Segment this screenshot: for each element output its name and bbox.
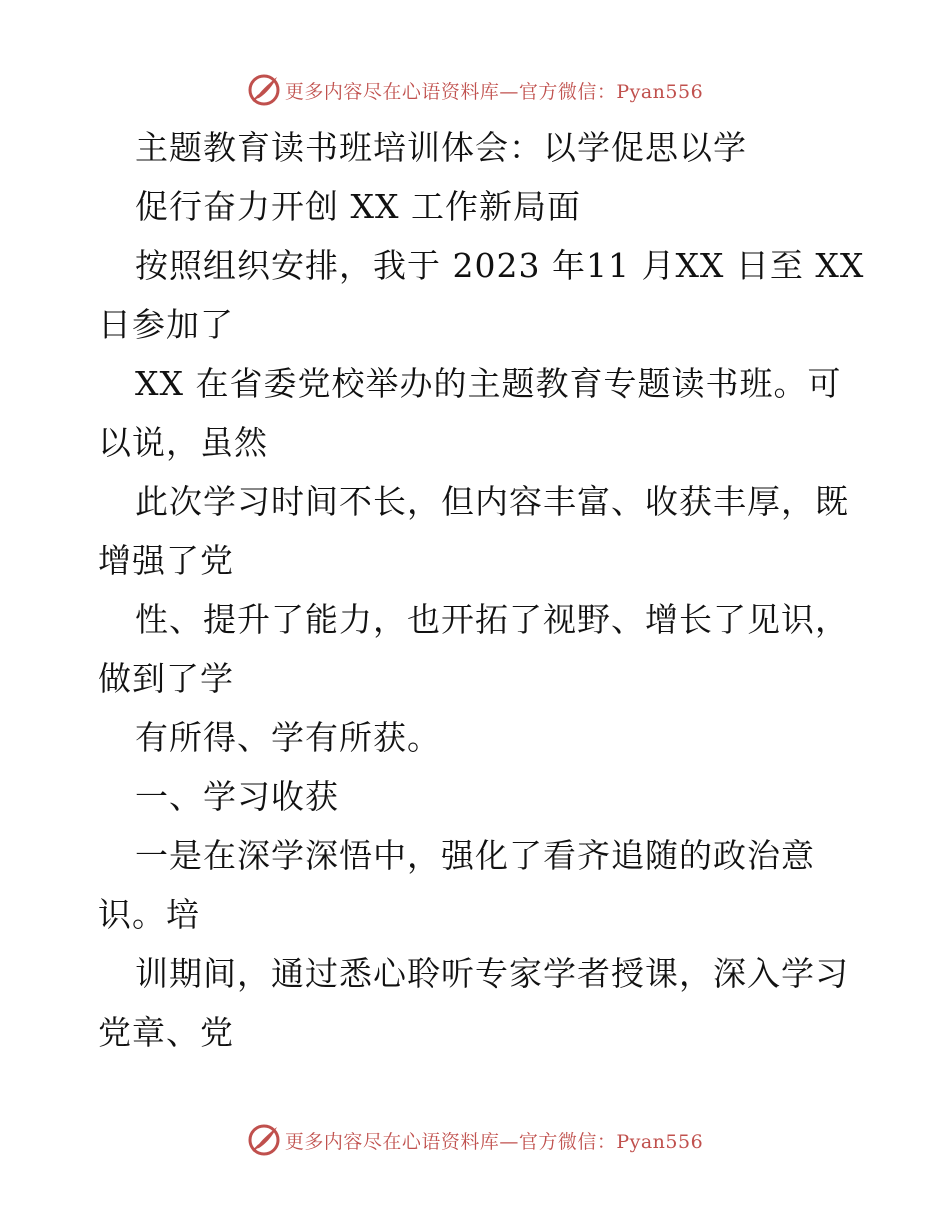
doc-line: XX 在省委党校举办的主题教育专题读书班。可 bbox=[135, 364, 842, 403]
doc-line: 增强了党 bbox=[98, 541, 234, 580]
doc-line: 党章、党 bbox=[98, 1013, 234, 1052]
doc-line: 有所得、学有所获。 bbox=[135, 718, 441, 757]
header-banner-text: 更多内容尽在心语资料库—官方微信：Pyan556 bbox=[284, 80, 704, 103]
footer-banner bbox=[0, 1120, 950, 1160]
doc-line: 日参加了 bbox=[98, 305, 234, 344]
doc-line: 训期间，通过悉心聆听专家学者授课，深入学习 bbox=[135, 954, 849, 993]
doc-line: 一是在深学深悟中，强化了看齐追随的政治意 bbox=[135, 836, 815, 875]
doc-line: 主题教育读书班培训体会：以学促思以学 bbox=[135, 128, 747, 167]
doc-line: 识。培 bbox=[98, 895, 200, 934]
doc-line: 性、提升了能力，也开拓了视野、增长了见识， bbox=[135, 600, 849, 639]
quill-logo-icon bbox=[247, 73, 281, 107]
document-body bbox=[98, 118, 865, 1062]
doc-line: 按照组织安排，我于 2023 年11 月XX 日至 XX bbox=[135, 246, 865, 285]
quill-logo-icon bbox=[247, 1123, 281, 1157]
footer-banner-text: 更多内容尽在心语资料库—官方微信：Pyan556 bbox=[284, 1130, 704, 1153]
header-banner bbox=[0, 70, 950, 110]
doc-line: 做到了学 bbox=[98, 659, 234, 698]
doc-line: 此次学习时间不长，但内容丰富、收获丰厚，既 bbox=[135, 482, 849, 521]
doc-line: 促行奋力开创 XX 工作新局面 bbox=[135, 187, 581, 226]
doc-line: 以说，虽然 bbox=[98, 423, 268, 462]
section-heading: 一、学习收获 bbox=[135, 777, 339, 816]
